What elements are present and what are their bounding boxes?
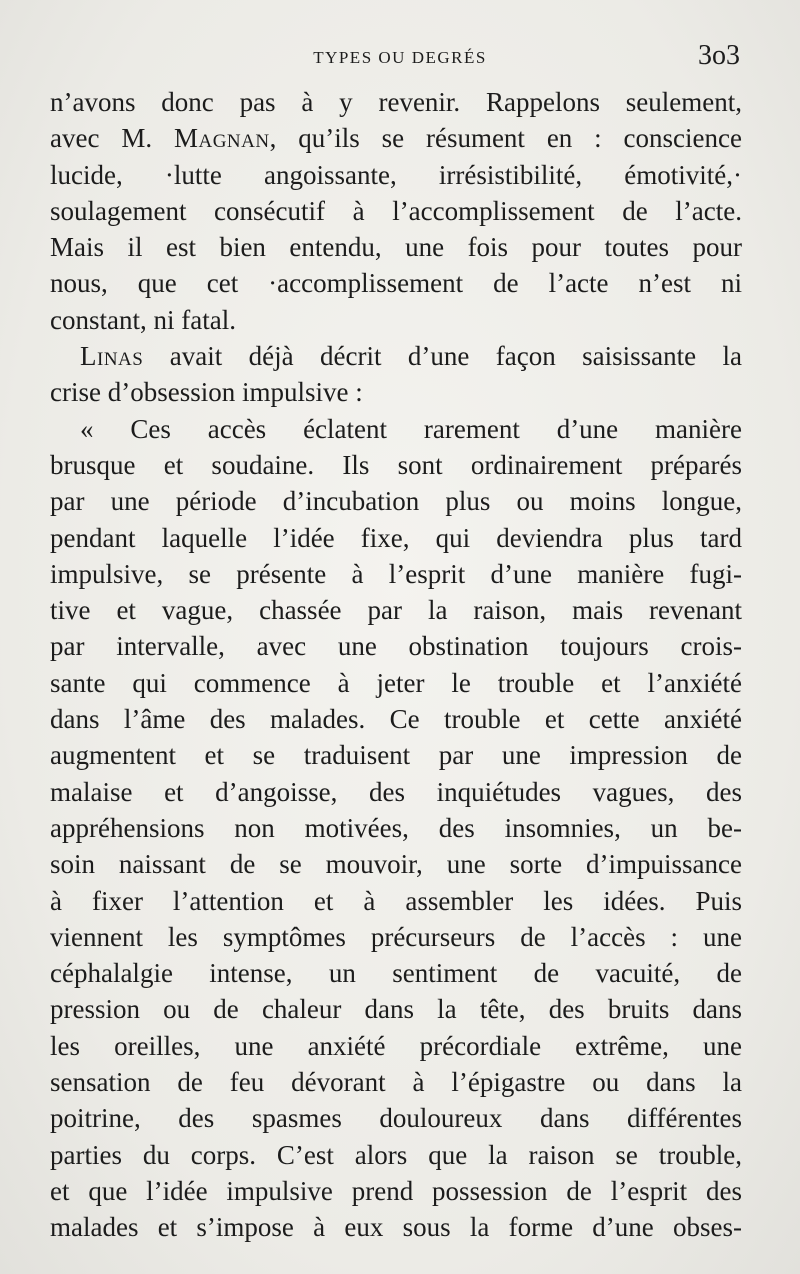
text-line: « Ces accès éclatent rarement d’une manière [80,413,742,444]
text-line: malades et s’impose à eux sous la forme d’une obses- [50,1212,742,1243]
text-line: tive et vague, chassée par la raison, mais revenant [50,595,742,626]
text-line: lucide, ·lutte angoissante, irrésistibilité, émotivité,· [50,159,742,190]
text-line: par une période d’incubation plus ou moins longue, [50,486,742,517]
text-line: Mais il est bien entendu, une fois pour toutes pour [50,232,742,263]
text-line: viennent les symptômes précurseurs de l’accès : une [50,921,742,952]
body-text [50,84,742,1246]
text-line: pression ou de chaleur dans la tête, des bruits dans [50,994,742,1025]
text-line: pendant laquelle l’idée fixe, qui deviendra plus tard [50,522,742,553]
text-line: et que l’idée impulsive prend possession de l’esprit des [50,1175,742,1206]
text-line: crise d’obsession impulsive : [50,377,363,408]
text-line: soulagement consécutif à l’accomplissement de l’acte. [50,195,742,226]
text-line: à fixer l’attention et à assembler les idées. Puis [50,885,742,916]
text-line: céphalalgie intense, un sentiment de vacuité, de [50,958,742,989]
text-line: Linas avait déjà décrit d’une façon saisissante la [80,341,742,372]
text-line: malaise et d’angoisse, des inquiétudes vagues, des [50,776,742,807]
text-line: constant, ni fatal. [50,304,236,335]
text-line: impulsive, se présente à l’esprit d’une manière fugi- [50,558,742,589]
small-caps-name: Magnan [173,123,270,154]
text-line: poitrine, des spasmes douloureux dans différentes [50,1103,742,1134]
paragraph [50,338,742,411]
page-header [50,40,740,80]
text-line: sensation de feu dévorant à l’épigastre ou dans la [50,1067,742,1098]
text-line: avec M. Magnan, qu’ils se résument en : conscience [50,123,742,154]
text-line: sante qui commence à jeter le trouble et l’anxiété [50,667,742,698]
text-line: brusque et soudaine. Ils sont ordinairement préparés [50,449,742,480]
paragraph [50,84,742,338]
small-caps-name: Linas [80,341,144,372]
text-line: nous, que cet ·accomplissement de l’acte n’est ni [50,268,742,299]
text-line: dans l’âme des malades. Ce trouble et cette anxiété [50,704,742,735]
text-line: n’avons donc pas à y revenir. Rappelons seulement, [50,87,742,117]
text-line: les oreilles, une anxiété précordiale extrême, une [50,1030,742,1061]
text-line: augmentent et se traduisent par une impression de [50,740,742,771]
running-head: TYPES OU DEGRÉS [313,48,487,67]
text-line: appréhensions non motivées, des insomnies, un be- [50,812,742,843]
text-line: par intervalle, avec une obstination toujours crois- [50,631,742,662]
paragraph [50,411,742,1246]
text-line: parties du corps. C’est alors que la raison se trouble, [50,1139,742,1170]
page-number: 3o3 [698,40,740,71]
text-line: soin naissant de se mouvoir, une sorte d’impuissance [50,849,742,880]
